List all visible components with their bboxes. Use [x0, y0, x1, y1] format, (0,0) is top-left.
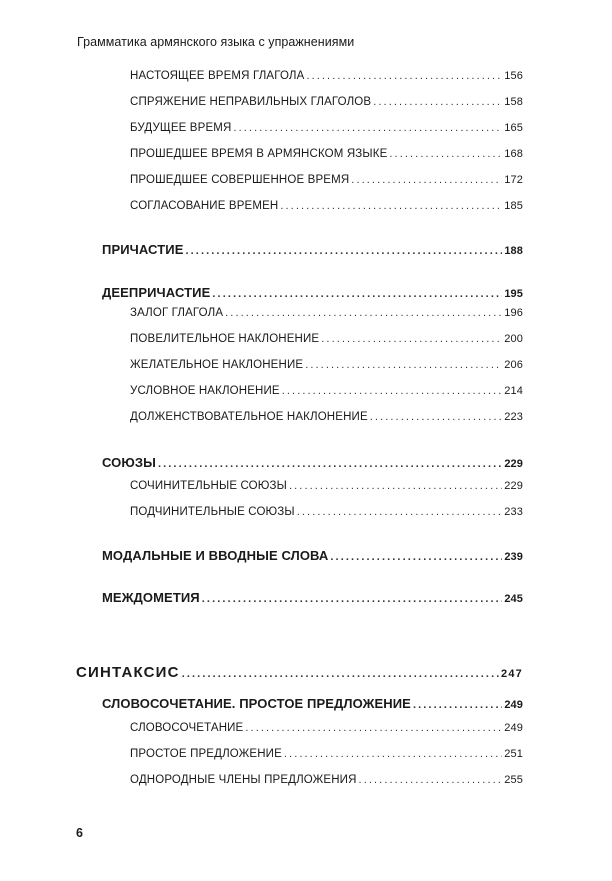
toc-entry-label: ДЕЕПРИЧАСТИЕ	[102, 285, 211, 300]
dot-leader	[413, 699, 502, 711]
dot-leader	[245, 722, 502, 734]
toc-entry-page: 247	[501, 668, 523, 680]
toc-entry-page: 249	[504, 699, 523, 711]
toc-entry-label: НАСТОЯЩЕЕ ВРЕМЯ ГЛАГОЛА	[130, 70, 305, 82]
toc-entry[interactable]	[102, 590, 523, 605]
toc-entry-label: ЗАЛОГ ГЛАГОЛА	[130, 307, 224, 319]
dot-leader	[185, 245, 502, 257]
toc-entry-label: УСЛОВНОЕ НАКЛОНЕНИЕ	[130, 385, 280, 397]
toc-entry[interactable]	[130, 385, 523, 397]
toc-entry[interactable]	[130, 70, 523, 82]
toc-entry-label: СИНТАКСИС	[76, 664, 180, 681]
toc-entry-label: ПОДЧИНИТЕЛЬНЫЕ СОЮЗЫ	[130, 506, 295, 518]
toc-entry[interactable]	[130, 411, 523, 423]
toc-entry[interactable]	[130, 148, 523, 160]
toc-entry-label: ОДНОРОДНЫЕ ЧЛЕНЫ ПРЕДЛОЖЕНИЯ	[130, 774, 357, 786]
toc-entry[interactable]	[76, 664, 523, 681]
toc-entry-page: 214	[504, 385, 523, 397]
toc-entry-label: ПРОШЕДШЕЕ ВРЕМЯ В АРМЯНСКОМ ЯЗЫКЕ	[130, 148, 388, 160]
toc-entry[interactable]	[130, 307, 523, 319]
toc-entry[interactable]	[130, 174, 523, 186]
toc-entry-label: ПРОШЕДШЕЕ СОВЕРШЕННОЕ ВРЕМЯ	[130, 174, 350, 186]
dot-leader	[158, 458, 502, 470]
toc-entry[interactable]	[130, 748, 523, 760]
toc-entry[interactable]	[102, 548, 523, 563]
dot-leader	[373, 96, 502, 108]
toc-entry-page: 158	[504, 96, 523, 108]
dot-leader	[305, 359, 502, 371]
toc-entry-label: СЛОВОСОЧЕТАНИЕ	[130, 722, 244, 734]
toc-entry-label: ПРИЧАСТИЕ	[102, 242, 184, 257]
dot-leader	[289, 480, 502, 492]
toc-entry-page: 239	[504, 551, 523, 563]
dot-leader	[280, 200, 502, 212]
toc-entry-label: ПРОСТОЕ ПРЕДЛОЖЕНИЕ	[130, 748, 282, 760]
toc-entry-page: 229	[504, 458, 523, 470]
toc-entry-label: ПОВЕЛИТЕЛЬНОЕ НАКЛОНЕНИЕ	[130, 333, 320, 345]
toc-entry-page: 233	[504, 506, 523, 518]
toc-entry[interactable]	[130, 200, 523, 212]
toc-entry-label: БУДУЩЕЕ ВРЕМЯ	[130, 122, 232, 134]
toc-entry-page: 229	[504, 480, 523, 492]
toc-entry-label: МЕЖДОМЕТИЯ	[102, 590, 200, 605]
toc-entry-page: 188	[504, 245, 523, 257]
toc-entry-page: 251	[504, 748, 523, 760]
dot-leader	[182, 668, 499, 680]
toc-entry-label: ДОЛЖЕНСТВОВАТЕЛЬНОЕ НАКЛОНЕНИЕ	[130, 411, 368, 423]
toc-entry-page: 200	[504, 333, 523, 345]
toc-entry[interactable]	[130, 774, 523, 786]
toc-entry[interactable]	[130, 96, 523, 108]
toc-entry-label: СПРЯЖЕНИЕ НЕПРАВИЛЬНЫХ ГЛАГОЛОВ	[130, 96, 372, 108]
running-header: Грамматика армянского языка с упражнениями	[77, 35, 355, 49]
toc-entry-page: 168	[504, 148, 523, 160]
toc-entry-page: 156	[504, 70, 523, 82]
dot-leader	[330, 551, 502, 563]
toc-entry[interactable]	[130, 506, 523, 518]
toc-entry[interactable]	[102, 285, 523, 300]
toc-entry[interactable]	[130, 333, 523, 345]
toc-entry-page: 249	[504, 722, 523, 734]
dot-leader	[306, 70, 502, 82]
toc-entry[interactable]	[102, 696, 523, 711]
toc-entry-page: 245	[504, 593, 523, 605]
dot-leader	[297, 506, 502, 518]
toc-entry-label: СОЮЗЫ	[102, 455, 156, 470]
dot-leader	[282, 385, 502, 397]
toc-entry-label: МОДАЛЬНЫЕ И ВВОДНЫЕ СЛОВА	[102, 548, 329, 563]
dot-leader	[351, 174, 502, 186]
toc-entry-page: 165	[504, 122, 523, 134]
toc-entry-page: 195	[504, 288, 523, 300]
dot-leader	[284, 748, 502, 760]
toc-entry-label: СОГЛАСОВАНИЕ ВРЕМЕН	[130, 200, 279, 212]
dot-leader	[202, 593, 503, 605]
toc-entry[interactable]	[130, 722, 523, 734]
toc-entry-page: 206	[504, 359, 523, 371]
toc-entry-page: 185	[504, 200, 523, 212]
dot-leader	[359, 774, 503, 786]
dot-leader	[321, 333, 502, 345]
toc-entry-page: 196	[504, 307, 523, 319]
toc-entry-page: 255	[504, 774, 523, 786]
dot-leader	[225, 307, 502, 319]
toc-entry[interactable]	[130, 122, 523, 134]
toc-entry-label: СОЧИНИТЕЛЬНЫЕ СОЮЗЫ	[130, 480, 287, 492]
dot-leader	[389, 148, 502, 160]
page-number: 6	[76, 826, 83, 840]
dot-leader	[212, 288, 502, 300]
dot-leader	[233, 122, 502, 134]
toc-entry[interactable]	[130, 480, 523, 492]
toc-entry-label: ЖЕЛАТЕЛЬНОЕ НАКЛОНЕНИЕ	[130, 359, 304, 371]
toc-entry[interactable]	[102, 455, 523, 470]
dot-leader	[370, 411, 502, 423]
toc-entry[interactable]	[130, 359, 523, 371]
toc-entry-page: 172	[504, 174, 523, 186]
toc-entry-label: СЛОВОСОЧЕТАНИЕ. ПРОСТОЕ ПРЕДЛОЖЕНИЕ	[102, 696, 411, 711]
toc-entry-page: 223	[504, 411, 523, 423]
toc-entry[interactable]	[102, 242, 523, 257]
